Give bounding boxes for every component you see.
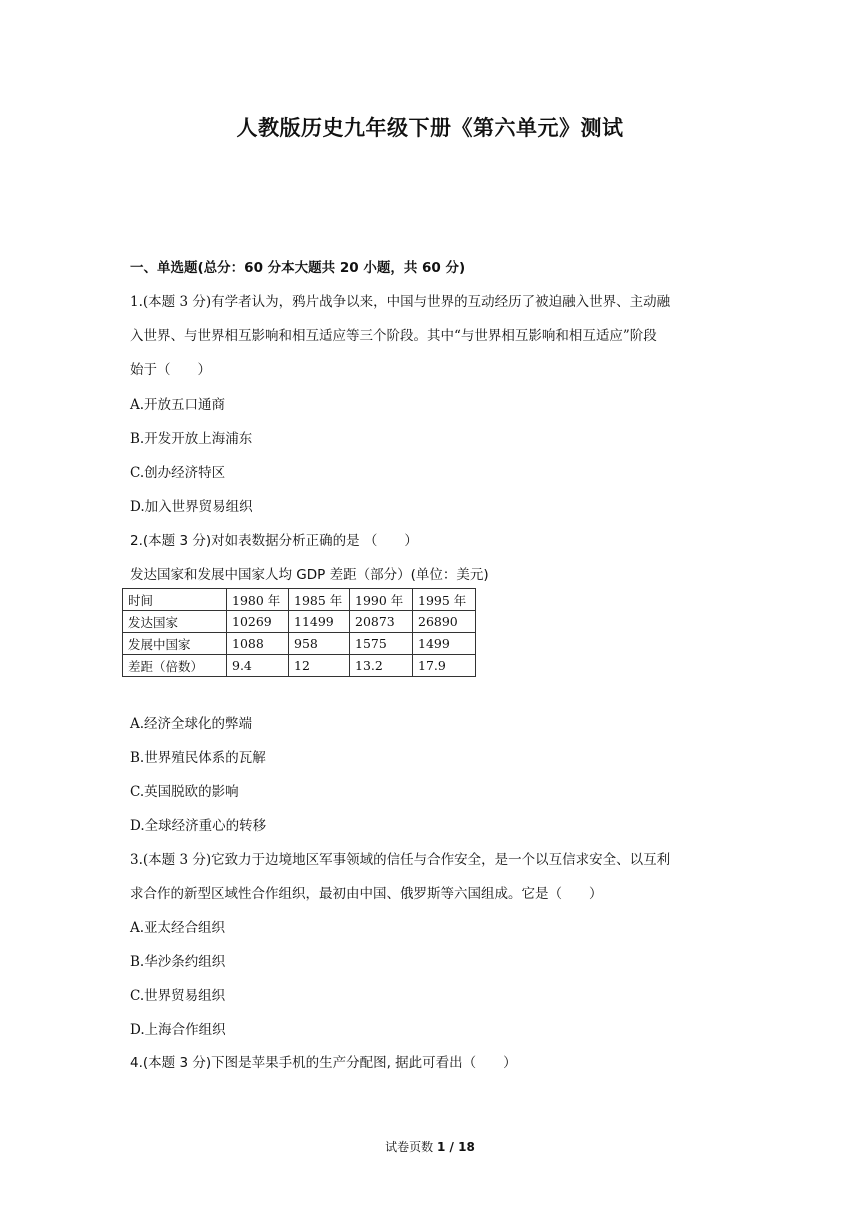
table-cell: 12 bbox=[289, 655, 350, 677]
table-row bbox=[123, 633, 476, 655]
question-4-stem-line: 4.(本题 3 分)下图是苹果手机的生产分配图, 据此可看出（ ） bbox=[130, 1055, 517, 1071]
table-header-cell: 1995 年 bbox=[413, 589, 476, 611]
question-3-option-b: B.华沙条约组织 bbox=[130, 954, 226, 970]
table-row bbox=[123, 655, 476, 677]
question-2-option-a: A.经济全球化的弊端 bbox=[130, 716, 253, 732]
table-cell: 13.2 bbox=[350, 655, 413, 677]
question-3-option-a: A.亚太经合组织 bbox=[130, 920, 226, 936]
question-1-stem-line: 始于（ ） bbox=[130, 362, 211, 378]
table-header-row bbox=[123, 589, 476, 611]
table-cell: 9.4 bbox=[227, 655, 289, 677]
question-2-option-c: C.英国脱欧的影响 bbox=[130, 784, 239, 800]
document-title: 人教版历史九年级下册《第六单元》测试 bbox=[236, 116, 624, 140]
question-1-option-c: C.创办经济特区 bbox=[130, 465, 226, 481]
question-3-stem-line: 求合作的新型区域性合作组织，最初由中国、俄罗斯等六国组成。它是（ ） bbox=[130, 886, 603, 902]
table-header-cell: 时间 bbox=[123, 589, 227, 611]
question-1-option-a: A.开放五口通商 bbox=[130, 397, 226, 413]
page-number: 1 / 18 bbox=[437, 1140, 475, 1154]
table-cell: 26890 bbox=[413, 611, 476, 633]
table-cell: 20873 bbox=[350, 611, 413, 633]
question-1-stem-line: 1.(本题 3 分)有学者认为，鸦片战争以来，中国与世界的互动经历了被迫融入世界、主动融 bbox=[130, 294, 671, 310]
table-header-cell: 1980 年 bbox=[227, 589, 289, 611]
table-row bbox=[123, 611, 476, 633]
question-1-option-b: B.开发开放上海浦东 bbox=[130, 431, 253, 447]
table-cell: 10269 bbox=[227, 611, 289, 633]
table-cell: 1088 bbox=[227, 633, 289, 655]
question-3-stem-line: 3.(本题 3 分)它致力于边境地区军事领域的信任与合作安全，是一个以互信求安全、以互利 bbox=[130, 852, 671, 868]
table-cell: 差距（倍数） bbox=[123, 655, 227, 677]
question-1-option-d: D.加入世界贸易组织 bbox=[130, 499, 253, 515]
table-cell: 17.9 bbox=[413, 655, 476, 677]
question-2-option-b: B.世界殖民体系的瓦解 bbox=[130, 750, 266, 766]
table-cell: 发达国家 bbox=[123, 611, 227, 633]
question-3-option-d: D.上海合作组织 bbox=[130, 1022, 226, 1038]
table-cell: 1499 bbox=[413, 633, 476, 655]
table-cell: 958 bbox=[289, 633, 350, 655]
question-1-stem-line: 入世界、与世界相互影响和相互适应等三个阶段。其中“与世界相互影响和相互适应”阶段 bbox=[130, 328, 657, 344]
gdp-gap-table bbox=[122, 588, 476, 677]
page-footer bbox=[0, 1138, 860, 1155]
table-cell: 11499 bbox=[289, 611, 350, 633]
footer-label: 试卷页数 bbox=[385, 1140, 434, 1154]
question-3-option-c: C.世界贸易组织 bbox=[130, 988, 226, 1004]
table-cell: 发展中国家 bbox=[123, 633, 227, 655]
table-header-cell: 1990 年 bbox=[350, 589, 413, 611]
section-heading: 一、单选题(总分：60 分本大题共 20 小题，共 60 分) bbox=[130, 260, 466, 276]
table-cell: 1575 bbox=[350, 633, 413, 655]
question-2-option-d: D.全球经济重心的转移 bbox=[130, 818, 267, 834]
table-header-cell: 1985 年 bbox=[289, 589, 350, 611]
question-2-stem-line: 2.(本题 3 分)对如表数据分析正确的是 （ ） bbox=[130, 533, 418, 549]
table-caption: 发达国家和发展中国家人均 GDP 差距（部分）(单位：美元) bbox=[130, 567, 489, 583]
